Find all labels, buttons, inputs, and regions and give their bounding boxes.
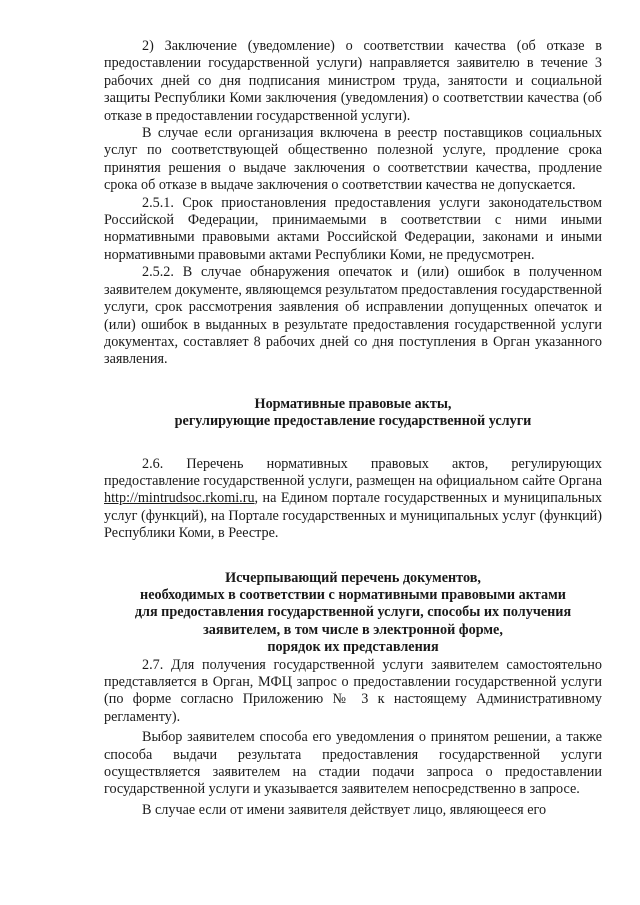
heading-line: заявителем, в том числе в электронной форме, — [203, 621, 503, 638]
paragraph-registry-case: В случае если организация включена в реестр поставщиков социальных услуг по соответствующей общественно полезной услуге, продление срока принятия решения о выдаче заключения о соответствии качества, продление срока об отказе в выдаче заключения о соответствии качества не допускается. — [104, 125, 602, 194]
paragraph-2-5-2: 2.5.2. В случае обнаружения опечаток и (или) ошибок в полученном заявителем документе, являющемся результатом предоставления государственной услуги, срок рассмотрения заявления об исправлении допущенных опечаток и (или) ошибок в выданных в результате предоставления государственной услуги документах, составляет 8 рабочих дней со дня поступления в Орган указанного заявления. — [104, 264, 603, 368]
heading-line: Исчерпывающий перечень документов, — [225, 569, 481, 586]
heading-line: для предоставления государственной услуги, способы их получения — [134, 604, 572, 621]
section-heading-documents-list — [104, 570, 602, 657]
section-heading-legal-acts — [104, 396, 602, 431]
paragraph-conclusion-notice: 2) Заключение (уведомление) о соответствии качества (об отказе в предоставлении государственной услуги) направляется заявителю в течение 3 рабочих дней со дня подписания министром труда, занятости и социальной защиты Республики Коми заключения (уведомления) о соответствии качества (об отказе в предоставлении государственной услуги). — [104, 38, 602, 124]
paragraph-2-5-1: 2.5.1. Срок приостановления предоставления услуги законодательством Российской Федерации, принимаемыми в соответствии с ними иными нормативными правовыми актами Российской Федерации, законами и иными нормативными правовыми актами Республики Коми, не предусмотрен. — [104, 194, 602, 263]
paragraph-2-6 — [104, 456, 602, 543]
paragraph-representative: В случае если от имени заявителя действует лицо, являющееся его — [142, 801, 547, 818]
heading-line: необходимых в соответствии с нормативными правовыми актами — [140, 586, 566, 603]
official-site-link[interactable]: http://mintrudsoc.rkomi.ru — [104, 490, 255, 507]
heading-line: Нормативные правовые акты, — [254, 395, 452, 412]
heading-line: порядок их представления — [267, 639, 439, 656]
paragraph-2-7: 2.7. Для получения государственной услуги заявителем самостоятельно представляется в Орган, МФЦ запрос о предоставлении государственной услуги (по форме согласно Приложению № 3 к настоящему Административному регламенту). — [104, 656, 602, 725]
paragraph-2-6-text-start: 2.6. Перечень нормативных правовых актов, регулирующих предоставление государственной услуги, размещен на официальном сайте Органа — [104, 455, 602, 489]
paragraph-notification-choice: Выбор заявителем способа его уведомления о принятом решении, а также способа выдачи результата предоставления государственной услуги осуществляется заявителем на стадии подачи запроса о предоставлении государственной услуги и указывается заявителем непосредственно в запросе. — [104, 729, 602, 798]
paragraph-2-6-text-end: , на Едином портале государственных и муниципальных услуг (функций), на Портале государственных и муниципальных услуг (функций) Республики Коми, в Реестре. — [104, 490, 602, 542]
heading-line: регулирующие предоставление государственной услуги — [174, 413, 532, 430]
